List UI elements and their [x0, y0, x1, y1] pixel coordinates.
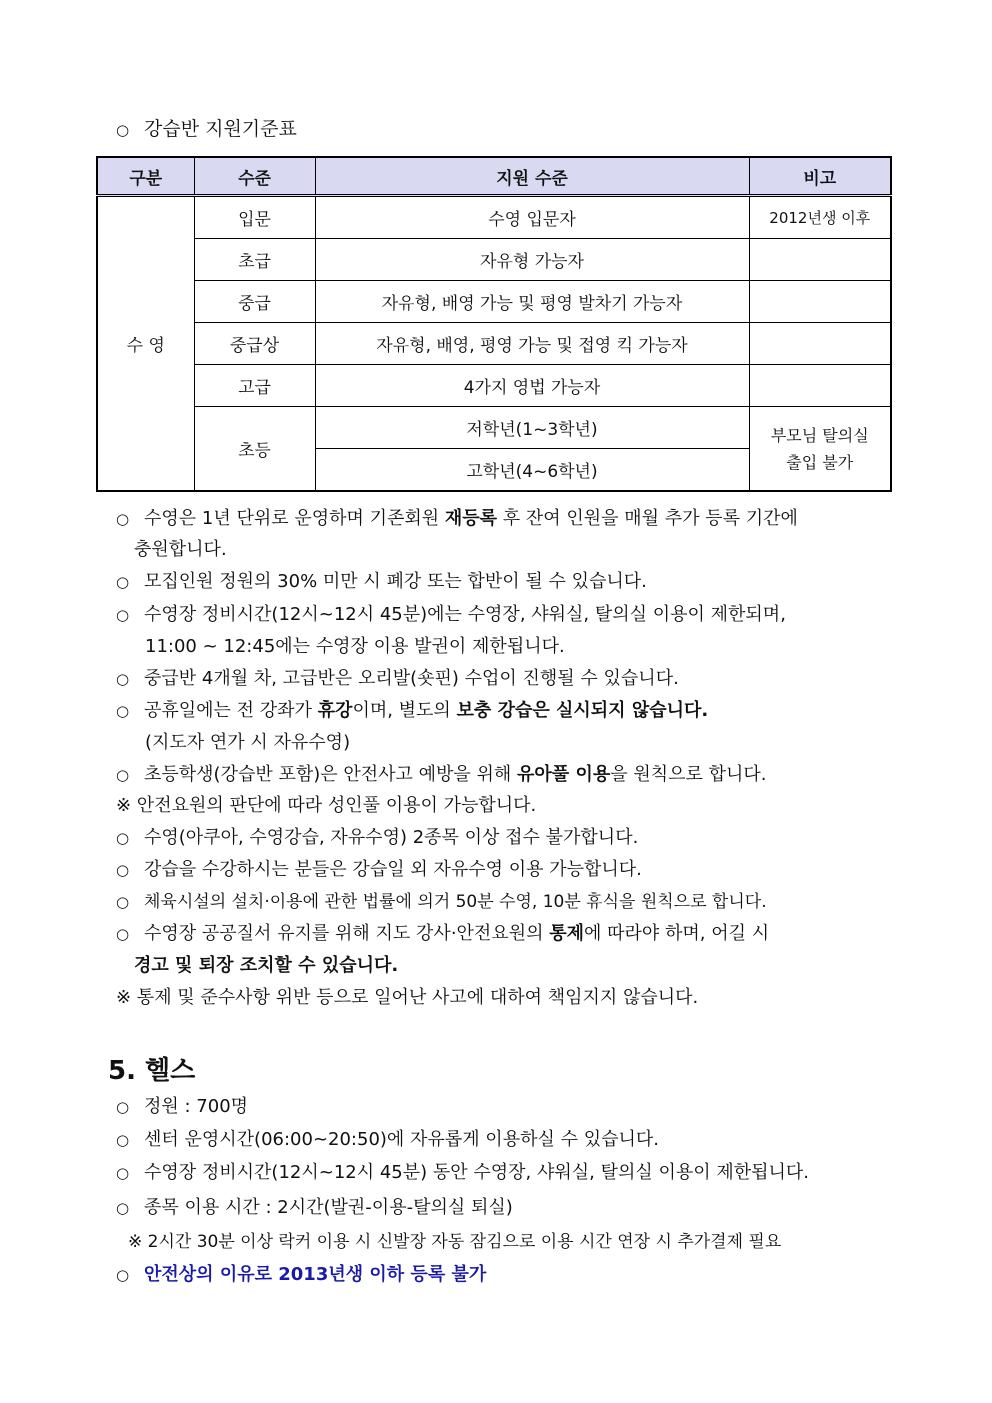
- note-item: [116, 699, 708, 723]
- note-continuation: 11:00 ~ 12:45에는 수영장 이용 발권이 제한됩니다.: [145, 636, 565, 657]
- bullet-icon: ○: [116, 925, 130, 943]
- bullet-icon: ○: [116, 829, 130, 847]
- bullet-icon: ○: [116, 861, 130, 879]
- note-text: 모집인원 정원의 30% 미만 시 폐강 또는 합반이 될 수 있습니다.: [144, 571, 647, 592]
- table-row: [97, 281, 891, 323]
- level-cell: 중급: [194, 281, 315, 323]
- note-text: 체육시설의 설치·이용에 관한 법률에 의거 50분 수영, 10분 휴식을 원칙으로 합니다.: [144, 892, 767, 912]
- bullet-icon: ○: [116, 606, 130, 624]
- bullet-icon: ○: [116, 1164, 130, 1182]
- note-text: 이며, 별도의: [352, 700, 457, 721]
- note-text: 강습을 수강하시는 분들은 강습일 외 자유수영 이용 가능합니다.: [144, 859, 642, 880]
- health-item: [116, 1263, 486, 1287]
- section-title-text: 강습반 지원기준표: [144, 118, 297, 140]
- health-text: 센터 운영시간(06:00~20:50)에 자유롭게 이용하실 수 있습니다.: [144, 1129, 659, 1150]
- note-emphasis: 휴강: [317, 700, 353, 721]
- bullet-icon: ○: [116, 1266, 130, 1284]
- bullet-icon: ○: [116, 1131, 130, 1149]
- bullet-icon: ○: [116, 1098, 130, 1116]
- bullet-icon: ○: [116, 702, 130, 720]
- support-criteria-table: [96, 156, 892, 492]
- table-row: [97, 239, 891, 281]
- note-text: 수영(아쿠아, 수영강습, 자유수영) 2종목 이상 접수 불가합니다.: [144, 827, 639, 848]
- support-cell: 4가지 영법 가능자: [315, 365, 749, 407]
- level-cell: 중급상: [194, 323, 315, 365]
- health-item: [116, 1128, 659, 1152]
- note-remark: ※ 통제 및 준수사항 위반 등으로 일어난 사고에 대하여 책임지지 않습니다.: [116, 987, 699, 1008]
- bullet-icon: ○: [116, 121, 130, 139]
- note-item: [116, 507, 798, 531]
- note-item: [116, 570, 647, 594]
- note-item: [116, 667, 679, 691]
- bullet-icon: ○: [116, 670, 130, 688]
- note-emphasis: 보충 강습은 실시되지 않습니다.: [456, 700, 709, 721]
- table-row: [97, 323, 891, 365]
- note-text: 수영은 1년 단위로 운영하며 기존회원: [144, 508, 445, 529]
- health-text: 정원 : 700명: [144, 1096, 249, 1117]
- table-row: [97, 407, 891, 449]
- health-item: [116, 1161, 809, 1185]
- note-text: 공휴일에는 전 강좌가: [144, 700, 318, 721]
- note-cell: [749, 323, 891, 365]
- note-text: 중급반 4개월 차, 고급반은 오리발(숏핀) 수업이 진행될 수 있습니다.: [144, 668, 679, 689]
- health-item: [116, 1196, 513, 1220]
- bullet-icon: ○: [116, 510, 130, 528]
- health-item: [116, 1095, 248, 1119]
- bullet-icon: ○: [116, 766, 130, 784]
- section-heading-health: 5. 헬스: [108, 1056, 196, 1086]
- note-text: 수영장 정비시간(12시~12시 45분)에는 수영장, 샤워실, 탈의실 이용이 제한되며,: [144, 604, 786, 625]
- health-text-highlight: 안전상의 이유로 2013년생 이하 등록 불가: [144, 1264, 487, 1285]
- bullet-icon: ○: [116, 573, 130, 591]
- level-cell: 입문: [194, 196, 315, 239]
- header-support: 지원 수준: [315, 157, 749, 196]
- support-cell-low-grade: 저학년(1~3학년): [315, 407, 749, 449]
- note-line: 출입 불가: [786, 452, 854, 472]
- note-text: 수영장 공공질서 유지를 위해 지도 강사·안전요원의: [144, 923, 550, 944]
- note-text: 초등학생(강습반 포함)은 안전사고 예방을 위해: [144, 764, 518, 785]
- note-text: 을 원칙으로 합니다.: [610, 764, 767, 785]
- support-cell-high-grade: 고학년(4~6학년): [315, 449, 749, 492]
- note-cell: 2012년생 이후: [749, 196, 891, 239]
- level-cell-elementary: 초등: [194, 407, 315, 492]
- health-remark: ※ 2시간 30분 이상 락커 이용 시 신발장 자동 잠김으로 이용 시간 연장 시 추가결제 필요: [128, 1232, 782, 1252]
- support-cell: 수영 입문자: [315, 196, 749, 239]
- note-text: 후 잔여 인원을 매월 추가 등록 기간에: [497, 508, 798, 529]
- table-row: [97, 365, 891, 407]
- support-cell: 자유형 가능자: [315, 239, 749, 281]
- header-note: 비고: [749, 157, 891, 196]
- note-item: [116, 826, 638, 850]
- header-level: 수준: [194, 157, 315, 196]
- note-emphasis: 경고 및 퇴장 조치할 수 있습니다.: [134, 955, 399, 976]
- note-emphasis: 통제: [549, 923, 584, 944]
- note-item: [116, 858, 642, 882]
- note-emphasis: 재등록: [444, 508, 498, 529]
- note-emphasis: 유아풀 이용: [517, 764, 611, 785]
- health-text: 종목 이용 시간 : 2시간(발권-이용-탈의실 퇴실): [144, 1197, 513, 1218]
- note-continuation: (지도자 연가 시 자유수영): [145, 732, 351, 753]
- note-cell: [749, 239, 891, 281]
- note-cell: [749, 365, 891, 407]
- note-continuation: [134, 954, 398, 978]
- note-text: 에 따라야 하며, 어길 시: [583, 923, 770, 944]
- support-cell: 자유형, 배영, 평영 가능 및 접영 킥 가능자: [315, 323, 749, 365]
- bullet-icon: ○: [116, 893, 130, 911]
- support-cell: 자유형, 배영 가능 및 평영 발차기 가능자: [315, 281, 749, 323]
- note-item: [116, 890, 767, 914]
- bullet-icon: ○: [116, 1199, 130, 1217]
- level-cell: 고급: [194, 365, 315, 407]
- note-item: [116, 603, 786, 627]
- note-cell: [749, 281, 891, 323]
- level-cell: 초급: [194, 239, 315, 281]
- category-cell: 수 영: [97, 196, 194, 492]
- note-item: [116, 763, 767, 787]
- note-item: [116, 922, 769, 946]
- note-remark: ※ 안전요원의 판단에 따라 성인풀 이용이 가능합니다.: [116, 795, 537, 816]
- header-category: 구분: [97, 157, 194, 196]
- note-cell-elementary: [749, 407, 891, 492]
- health-text: 수영장 정비시간(12시~12시 45분) 동안 수영장, 샤워실, 탈의실 이용이 제한됩니다.: [144, 1162, 810, 1183]
- section-title: [116, 114, 297, 141]
- table-row: [97, 196, 891, 239]
- note-line: 부모님 탈의실: [770, 425, 869, 445]
- table-header-row: [97, 157, 891, 196]
- note-continuation: 충원합니다.: [134, 539, 227, 560]
